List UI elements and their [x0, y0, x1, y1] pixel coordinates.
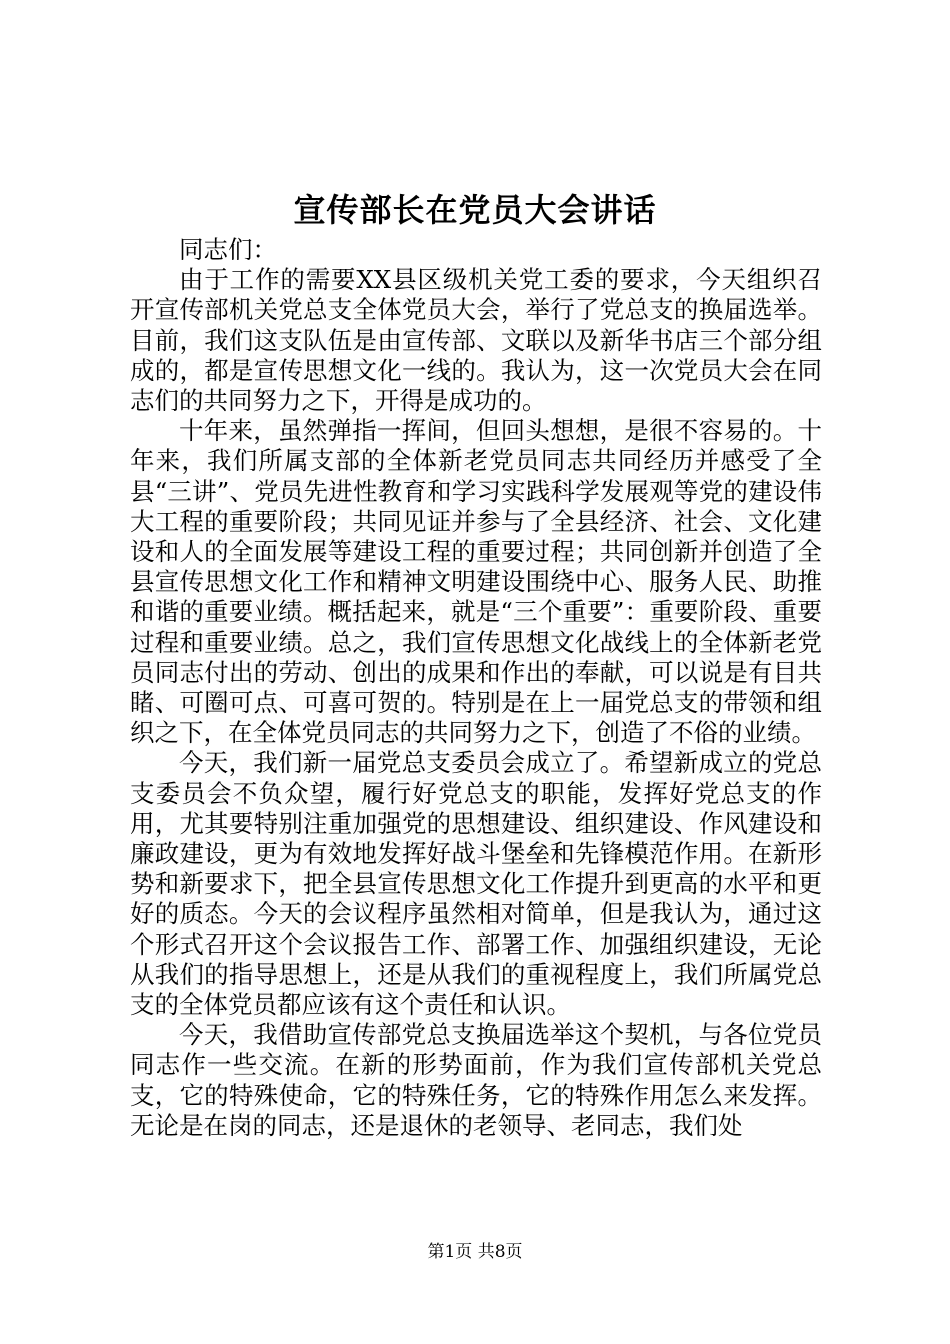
salutation: 同志们：	[179, 235, 277, 264]
paragraph-3: 今天，我们新一届党总支委员会成立了。希望新成立的党总支委员会不负众望，履行好党总支的职能，发挥好党总支的作用，尤其要特别注重加强党的思想建设、组织建设、作风建设和廉政建设，更为有效地发挥好战斗堡垒和先锋模范作用。在新形势和新要求下，把全县宣传思想文化工作提升到更高的水平和更好的质态。今天的会议程序虽然相对简单，但是我认为，通过这个形式召开这个会议报告工作、部署工作、加强组织建设，无论从我们的指导思想上，还是从我们的重视程度上，我们所属党总支的全体党员都应该有这个责任和认识。	[130, 748, 822, 1020]
paragraph-4: 今天，我借助宣传部党总支换届选举这个契机，与各位党员同志作一些交流。在新的形势面前，作为我们宣传部机关党总支，它的特殊使命，它的特殊任务，它的特殊作用怎么来发挥。无论是在岗的同志，还是退休的老领导、老同志，我们处	[130, 1020, 822, 1140]
document-body	[130, 235, 822, 1141]
document-title: 宣传部长在党员大会讲话	[293, 191, 657, 229]
page-footer: 第1页 共8页	[427, 1242, 523, 1262]
paragraph-2: 十年来，虽然弹指一挥间，但回头想想，是很不容易的。十年来，我们所属支部的全体新老党员同志共同经历并感受了全县“三讲”、党员先进性教育和学习实践科学发展观等党的建设伟大工程的重要阶段；共同见证并参与了全县经济、社会、文化建设和人的全面发展等建设工程的重要过程；共同创新并创造了全县宣传思想文化工作和精神文明建设围绕中心、服务人民、助推和谐的重要业绩。概括起来，就是“三个重要”：重要阶段、重要过程和重要业绩。总之，我们宣传思想文化战线上的全体新老党员同志付出的劳动、创出的成果和作出的奉献，可以说是有目共睹、可圈可点、可喜可贺的。特别是在上一届党总支的带领和组织之下，在全体党员同志的共同努力之下，创造了不俗的业绩。	[130, 416, 822, 748]
paragraph-1: 由于工作的需要XX县区级机关党工委的要求，今天组织召开宣传部机关党总支全体党员大会，举行了党总支的换届选举。目前，我们这支队伍是由宣传部、文联以及新华书店三个部分组成的，都是宣传思想文化一线的。我认为，这一次党员大会在同志们的共同努力之下，开得是成功的。	[130, 265, 822, 416]
